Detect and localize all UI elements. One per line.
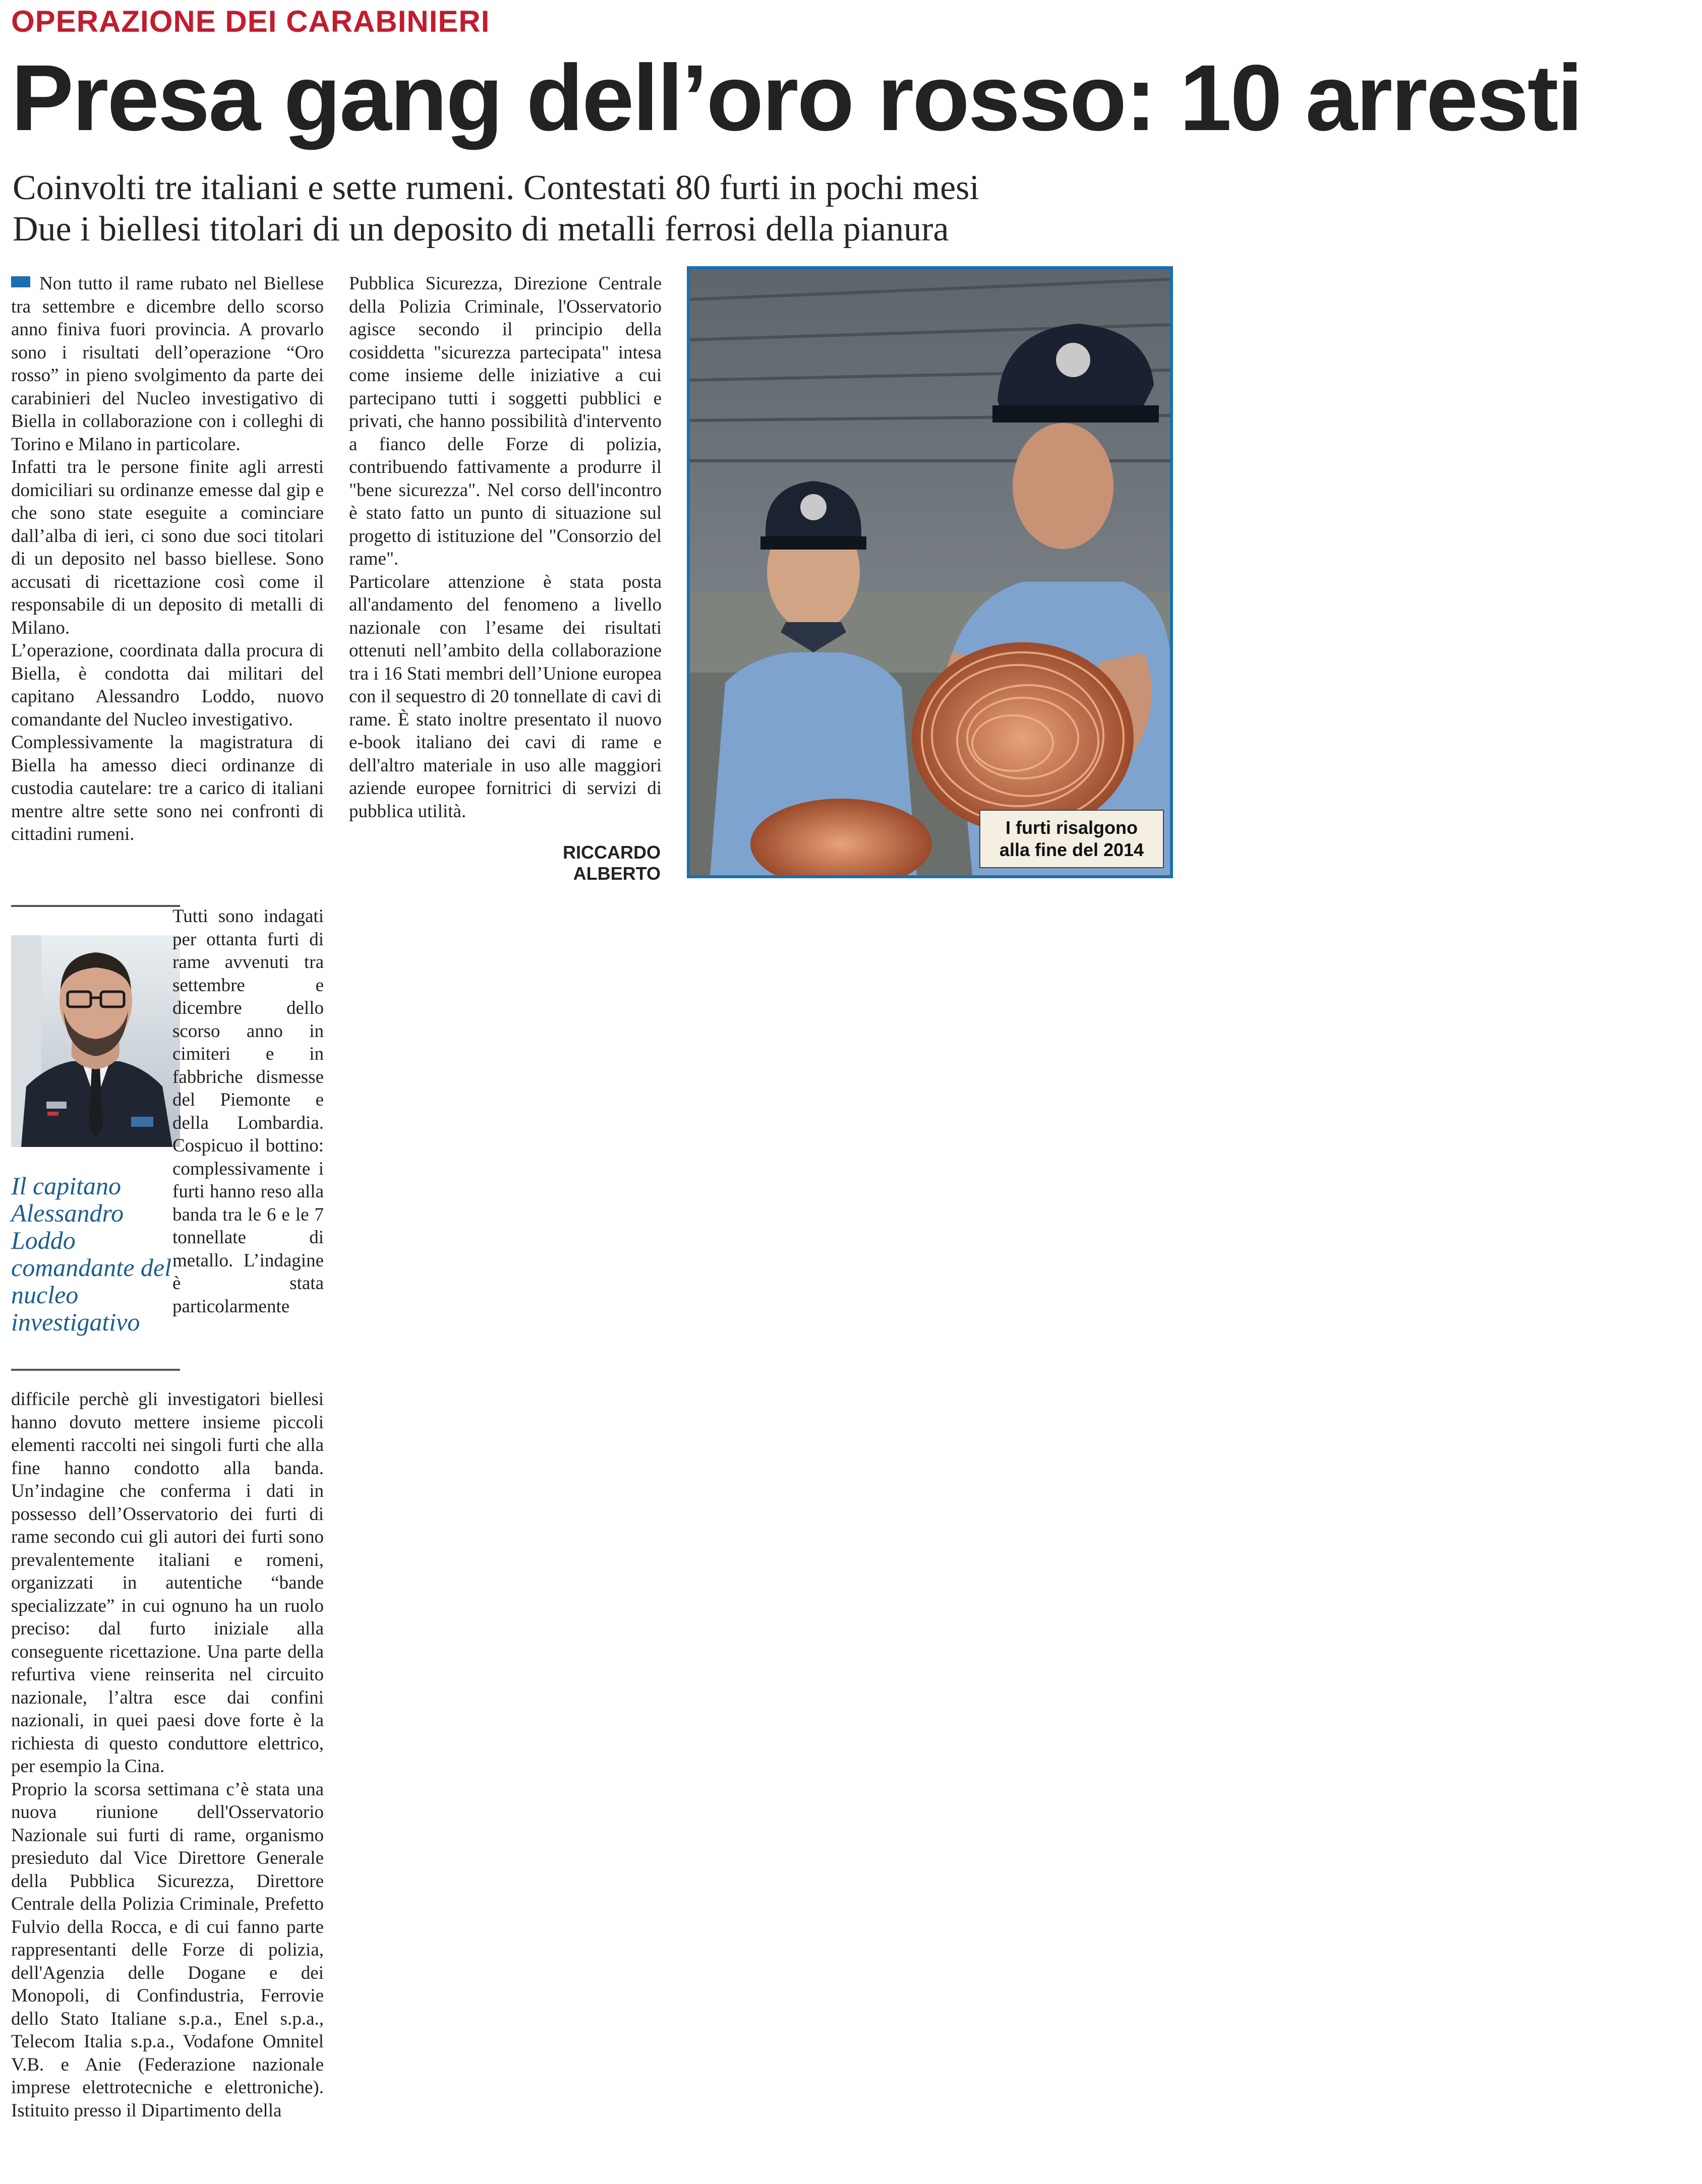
paragraph: Particolare attenzione è stata posta all'andamento del fenomeno a livello nazionale con l’esame dei risultati ottenuti nell’ambito della collaborazione tra i 16 Stati membri dell’Unione europea con il sequestro di 20 tonnellate di cavi di rame. È stato inoltre presentato il nuovo e-book italiano dei cavi di rame e dell'altro materiale in uso alle maggiori aziende europee fornitrici di servizi di pubblica utilità. [349,571,662,822]
byline: RICCARDO ALBERTO [563,842,661,884]
divider [11,1369,180,1371]
headline: Presa gang dell’oro rosso: 10 arresti [11,46,1582,150]
paragraph: Proprio la scorsa settimana c’è stata una nuova riunione dell'Osservatorio Nazionale sui furti di rame, organismo presieduto dal Vice Direttore Generale della Pubblica Sicurezza, Direttore Centrale della Polizia Criminale, Prefetto Fulvio della Rocca, e di cui fanno parte rappresentanti delle Forze di polizia, dell'Agenzia delle Dogane e dei Monopoli, di Confindustria, Ferrovie dello Stato Italiane s.p.a., Enel s.p.a., Telecom Italia s.p.a., Vodafone Omnitel V.B. e Anie (Federazione nazionale imprese elettrotecniche e elettroniche). Istituito presso il Dipartimento della [11,1779,324,2121]
subhead [13,167,1172,250]
paragraph: Complessivamente la magistratura di Biella ha amesso dieci ordinanze di custodia cautelare: tre a carico di italiani mentre altre sette sono nei confronti di cittadini rumeni. [11,732,324,844]
kicker: OPERAZIONE DEI CARABINIERI [11,5,490,38]
lead-text: Non tutto il rame rubato nel Biellese tra settembre e dicembre dello scorso anno finiva fuori provincia. A provarlo sono i risultati dell’operazione “Oro rosso” in pieno svolgimento da parte dei carabinieri del Nucleo investigativo di Biella in collaborazione con i colleghi di Torino e Milano in particolare. [11,273,324,455]
subhead-line-1: Coinvolti tre italiani e sette rumeni. Contestati 80 furti in pochi mesi [13,168,979,207]
paragraph: difficile perchè gli investigatori biellesi hanno dovuto mettere insieme piccoli elementi raccolti nei singoli furti che alla fine hanno condotto alla banda. Un’indagine che conferma i dati in possesso dell’Osservatorio dei furti di rame secondo cui gli autori dei furti sono prevalentemente italiani e romeni, organizzati in autentiche “bande specializzate” in cui ognuno ha un ruolo preciso: dal furto iniziale alla conseguente ricettazione. Una parte della refurtiva viene reinserita nel circuito nazionale, l’altra esce dai confini nazionali, in quei paesi dove forte è la richiesta di questo conduttore elettrico, per esempio la Cina. [11,1389,324,1777]
divider [11,905,180,907]
subhead-line-2: Due i biellesi titolari di un deposito di metalli ferrosi della pianura [13,210,949,249]
main-photo [687,266,1173,878]
article-column-1-continued [11,1388,324,2122]
lead-marker-icon [11,276,30,287]
paragraph: L’operazione, coordinata dalla procura di Biella, è condotta dai militari del capitano Alessandro Loddo, nuovo comandante del Nucleo investigativo. [11,640,324,730]
paragraph: Infatti tra le persone finite agli arresti domiciliari su ordinanze emesse dal gip e che sono state eseguite a cominciare dall’alba di ieri, ci sono due soci titolari di un deposito nel basso biellese. Sono accusati di ricettazione così come il responsabile di un deposito di metalli di Milano. [11,457,324,638]
wrap-text: Tutti sono indagati per ottanta furti di rame avvenuti tra settembre e dicembre dello scorso anno in cimiteri e in fabbriche dismesse del Piemonte e della Lombardia. Cospicuo il bottino: complessivamente i furti hanno reso alla banda tra le 6 e le 7 tonnellate di metallo. L’indagine è stata particolarmente [172,906,324,1317]
lead-paragraph [11,272,324,456]
portrait-photo [11,935,180,1147]
photo-caption: I furti risalgono alla fine del 2014 [979,810,1164,868]
portrait-caption: Il capitano Alessandro Loddo comandante del nucleo investigativo [11,1172,171,1336]
portrait-box [11,905,180,1371]
article-column-1 [11,272,324,846]
article-column-2 [349,272,662,823]
paragraph: Pubblica Sicurezza, Direzione Centrale della Polizia Criminale, l'Osservatorio agisce secondo il principio della cosiddetta "sicurezza partecipata" intesa come insieme delle iniziative a cui partecipano tutti i soggetti pubblici e privati, che hanno possibilità d'intervento a fianco delle Forze di polizia, contribuendo fattivamente a produrre il "bene sicurezza". Nel corso dell'incontro è stato fatto un punto di situazione sul progetto di istituzione del "Consorzio del rame". [349,273,662,569]
